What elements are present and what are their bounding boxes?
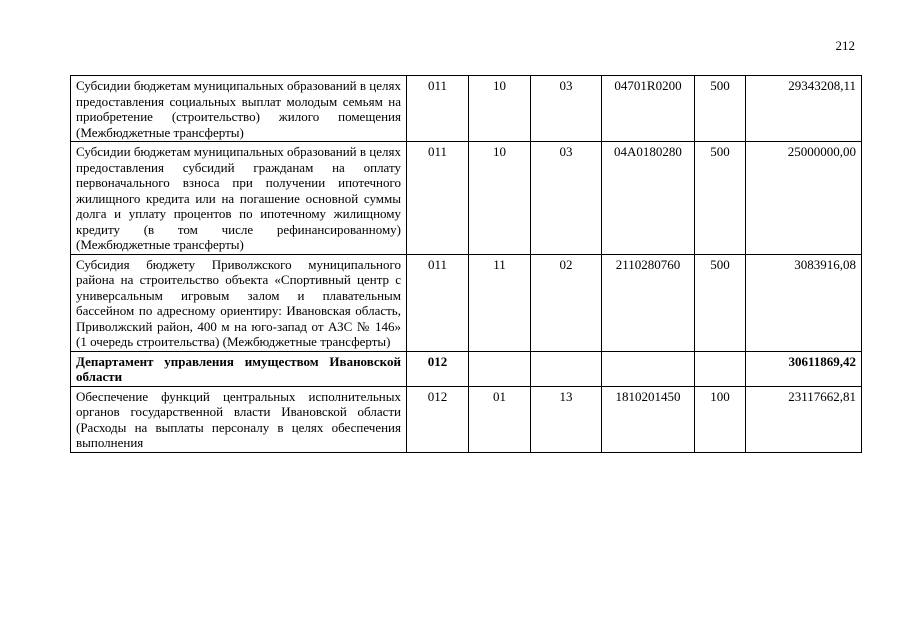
department-name-cell: Департамент управления имуществом Ивановской области xyxy=(71,351,407,386)
expense-type-cell: 500 xyxy=(695,76,746,142)
expense-type-cell: 100 xyxy=(695,386,746,452)
expense-type-cell: 500 xyxy=(695,254,746,351)
budget-table xyxy=(70,75,862,453)
subsection-code-cell: 02 xyxy=(531,254,602,351)
subsection-code-cell: 03 xyxy=(531,76,602,142)
ved-code-cell: 012 xyxy=(407,386,469,452)
target-article-cell xyxy=(602,351,695,386)
page-number: 212 xyxy=(835,38,855,53)
target-article-cell: 04701R0200 xyxy=(602,76,695,142)
department-total-cell: 30611869,42 xyxy=(746,351,862,386)
section-code-cell: 11 xyxy=(469,254,531,351)
subsection-code-cell xyxy=(531,351,602,386)
expense-type-cell xyxy=(695,351,746,386)
expense-type-cell: 500 xyxy=(695,142,746,255)
ved-code-cell: 011 xyxy=(407,254,469,351)
target-article-cell: 1810201450 xyxy=(602,386,695,452)
table-row xyxy=(71,142,862,255)
expense-name-cell: Субсидии бюджетам муниципальных образований в целях предоставления субсидий гражданам на оплату первоначального взноса при получении ипотечного жилищного кредита или на погашение основной суммы долга и уплату процентов по ипотечному жилищному кредиту (в том числе рефинансированному) (Межбюджетные трансферты) xyxy=(71,142,407,255)
target-article-cell: 04А0180280 xyxy=(602,142,695,255)
target-article-cell: 2110280760 xyxy=(602,254,695,351)
amount-cell: 23117662,81 xyxy=(746,386,862,452)
section-code-cell: 10 xyxy=(469,142,531,255)
subsection-code-cell: 13 xyxy=(531,386,602,452)
section-code-cell: 10 xyxy=(469,76,531,142)
table-row xyxy=(71,386,862,452)
amount-cell: 3083916,08 xyxy=(746,254,862,351)
expense-name-cell: Субсидии бюджетам муниципальных образований в целях предоставления социальных выплат молодым семьям на приобретение (строительство) жилого помещения (Межбюджетные трансферты) xyxy=(71,76,407,142)
table-row xyxy=(71,76,862,142)
expense-name-cell: Субсидия бюджету Приволжского муниципального района на строительство объекта «Спортивный центр с универсальным игровым залом и плавательным бассейном по адресному ориентиру: Ивановская область, Приволжский район, 400 м на юго-запад от АЗС № 146» (1 очередь строительства) (Межбюджетные трансферты) xyxy=(71,254,407,351)
ved-code-cell: 011 xyxy=(407,142,469,255)
table-row xyxy=(71,351,862,386)
section-code-cell xyxy=(469,351,531,386)
expense-name-cell: Обеспечение функций центральных исполнительных органов государственной власти Ивановской области (Расходы на выплаты персоналу в целях обеспечения выполнения xyxy=(71,386,407,452)
section-code-cell: 01 xyxy=(469,386,531,452)
ved-code-cell: 011 xyxy=(407,76,469,142)
amount-cell: 25000000,00 xyxy=(746,142,862,255)
amount-cell: 29343208,11 xyxy=(746,76,862,142)
ved-code-cell: 012 xyxy=(407,351,469,386)
subsection-code-cell: 03 xyxy=(531,142,602,255)
table-row xyxy=(71,254,862,351)
